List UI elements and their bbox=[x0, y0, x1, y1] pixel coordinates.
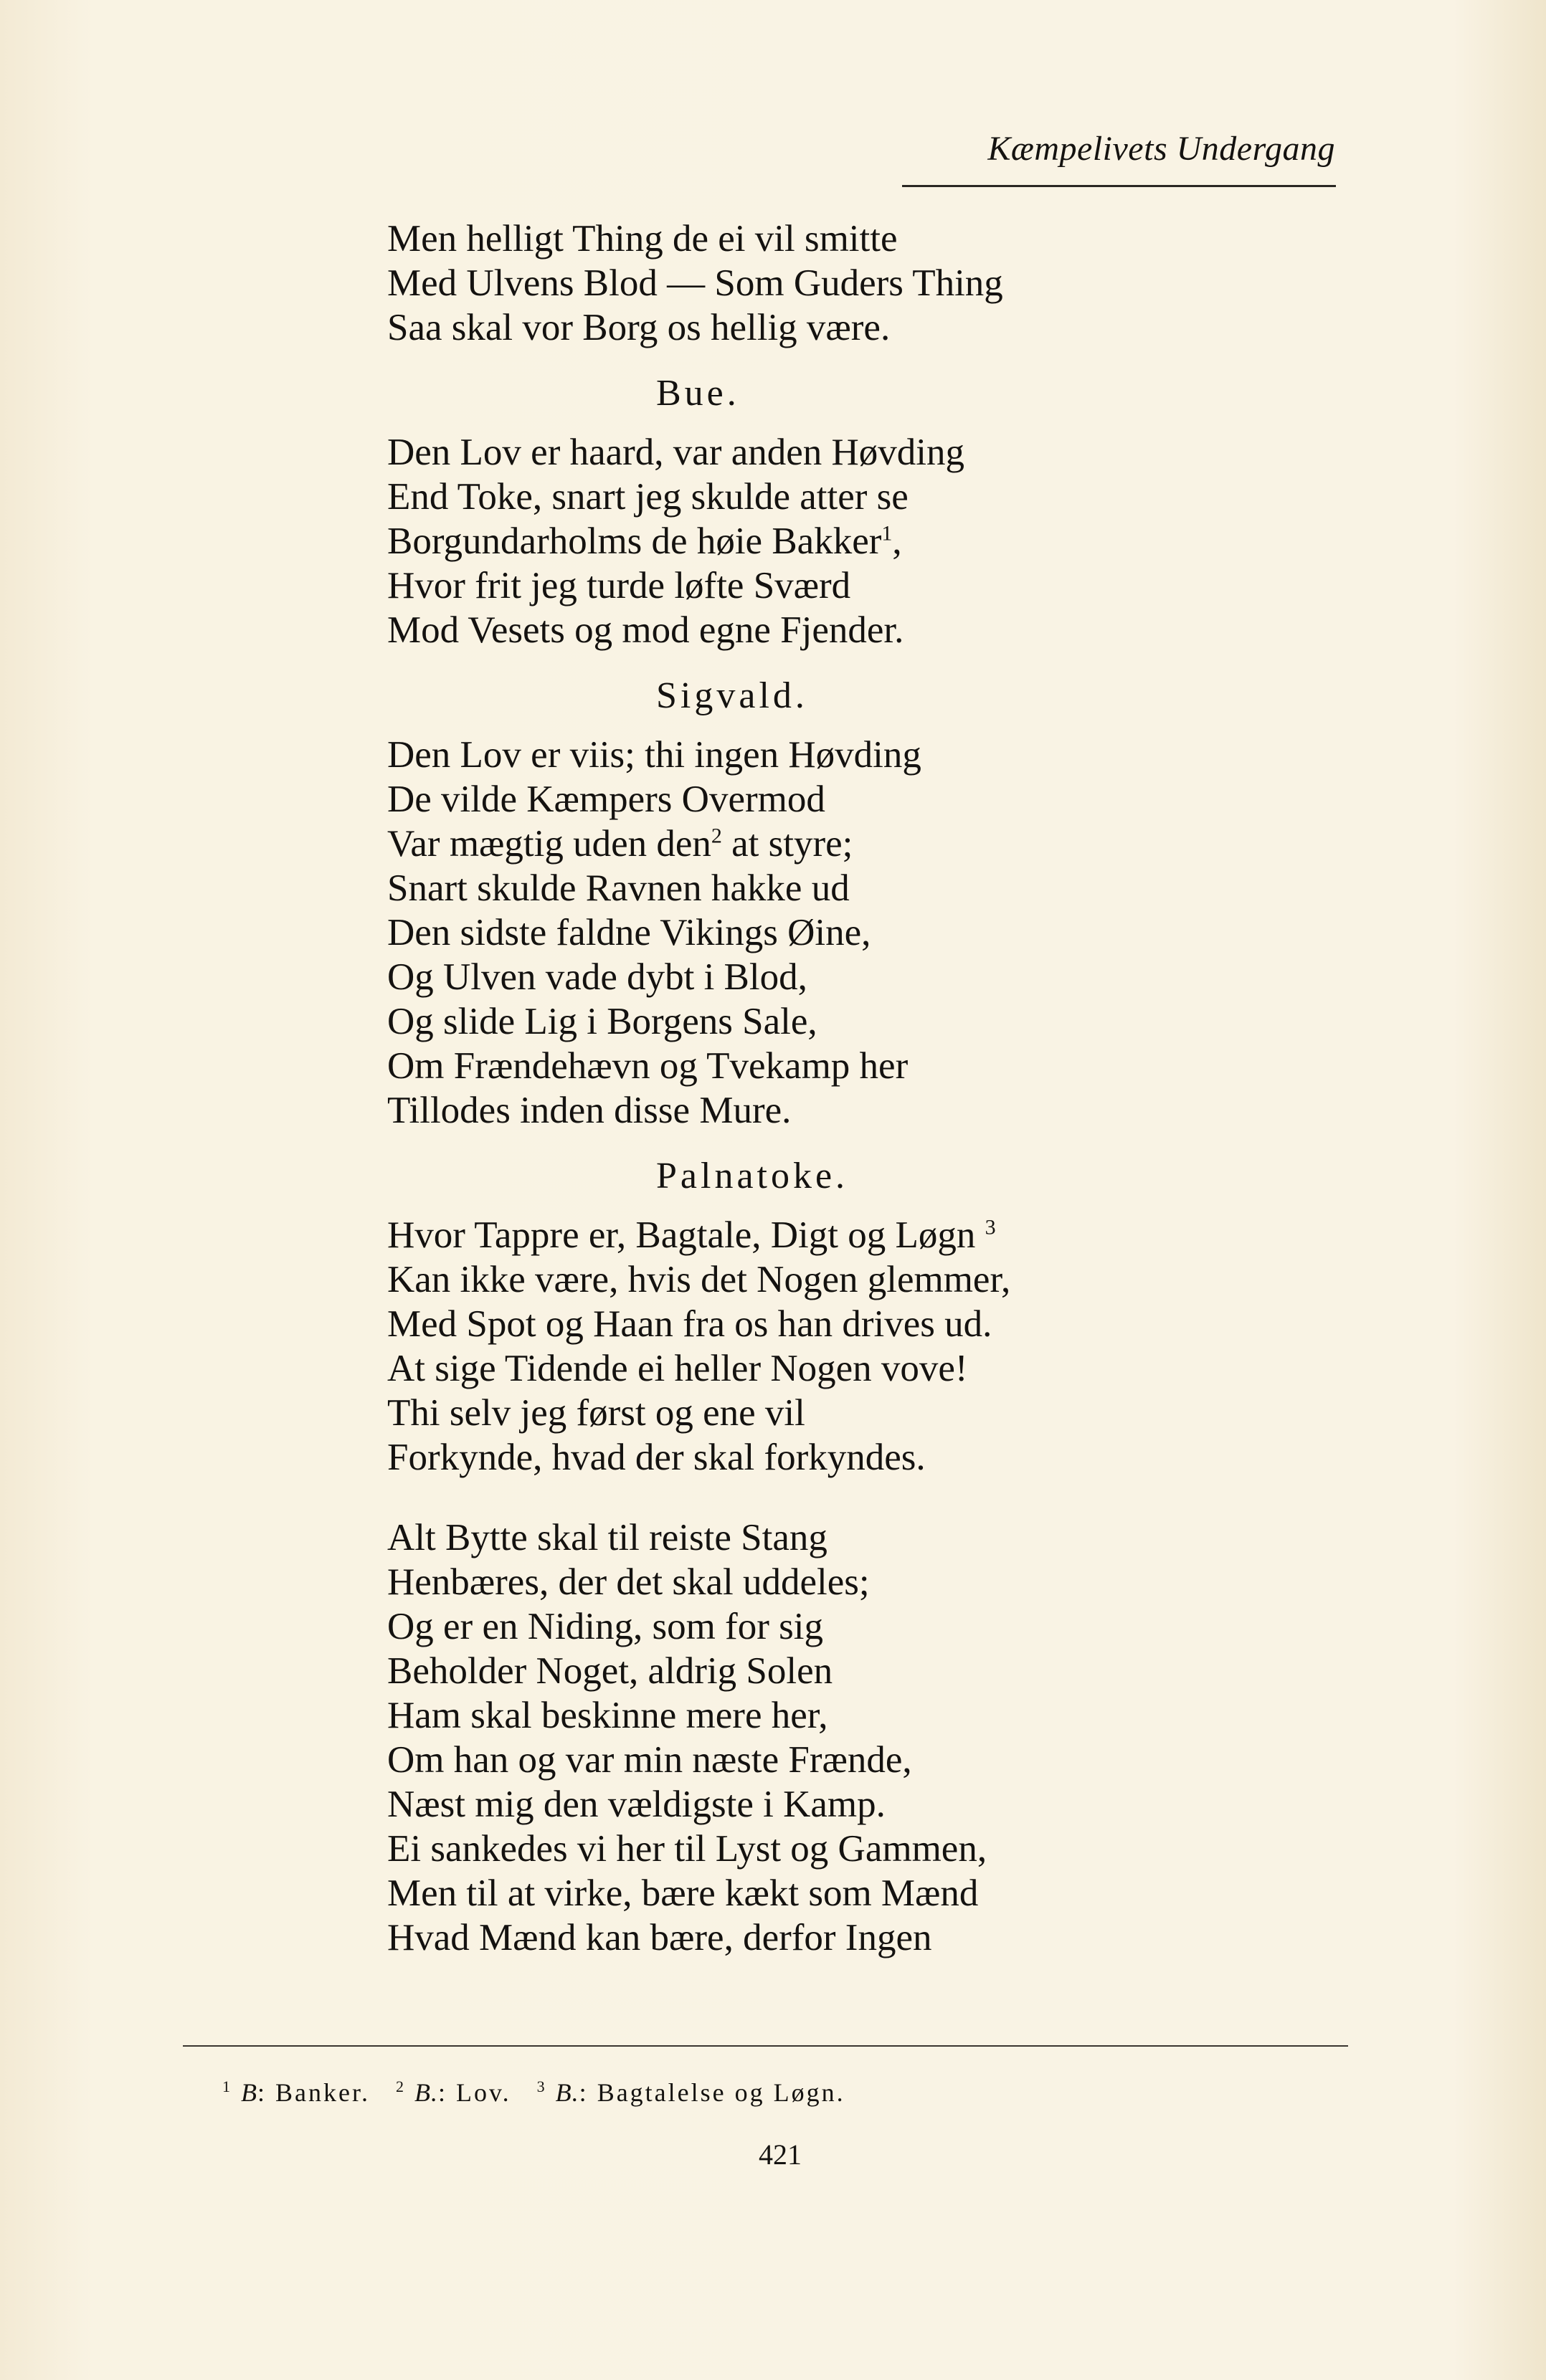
verse-line: Alt Bytte skal til reiste Stang bbox=[387, 1517, 827, 1558]
footnote-source: B. bbox=[414, 2078, 438, 2107]
verse-line: Om han og var min næste Frænde, bbox=[387, 1739, 912, 1781]
footnote-separator: : bbox=[438, 2078, 448, 2107]
verse-line: Kan ikke være, hvis det Nogen glemmer, bbox=[387, 1259, 1011, 1300]
verse-line: Med Ulvens Blod — Som Guders Thing bbox=[387, 262, 1003, 304]
verse-line: Saa skal vor Borg os hellig være. bbox=[387, 307, 891, 348]
verse-line bbox=[387, 519, 1348, 563]
verse-line: Den sidste faldne Vikings Øine, bbox=[387, 912, 871, 953]
footnote-source: B. bbox=[555, 2078, 579, 2107]
verse-line: Og slide Lig i Borgens Sale, bbox=[387, 1001, 817, 1042]
verse-line: Ei sankedes vi her til Lyst og Gammen, bbox=[387, 1828, 987, 1870]
verse-line: Mod Vesets og mod egne Fjender. bbox=[387, 609, 904, 651]
footnote-text: Lov. bbox=[456, 2078, 511, 2107]
verse-line: Ham skal beskinne mere her, bbox=[387, 1695, 828, 1736]
footnote-text: Banker. bbox=[275, 2078, 370, 2107]
verse-line-text: Hvor Tappre er, Bagtale, Digt og Løgn bbox=[387, 1214, 976, 1256]
footnote-rule bbox=[183, 2045, 1348, 2047]
footnote-item bbox=[537, 2078, 845, 2107]
footnote-item bbox=[222, 2078, 370, 2107]
verse-line: End Toke, snart jeg skulde atter se bbox=[387, 476, 909, 518]
footnote-text: Bagtalelse og Løgn. bbox=[597, 2078, 845, 2107]
footnote-separator: : bbox=[579, 2078, 589, 2107]
verse-line: Thi selv jeg først og ene vil bbox=[387, 1392, 805, 1434]
verse-line: Hvad Mænd kan bære, derfor Ingen bbox=[387, 1917, 932, 1958]
verse-line: Tillodes inden disse Mure. bbox=[387, 1090, 792, 1131]
verse-line: Henbæres, der det skal uddeles; bbox=[387, 1561, 870, 1603]
verse-line: At sige Tidende ei heller Nogen vove! bbox=[387, 1348, 968, 1389]
verse-line-text: Borgundarholms de høie Bakker bbox=[387, 520, 882, 562]
verse-line: Om Frændehævn og Tvekamp her bbox=[387, 1045, 909, 1087]
footnotes bbox=[222, 2077, 845, 2108]
verse-line-punctuation: , bbox=[892, 520, 902, 562]
footnote-marker: 1 bbox=[881, 521, 893, 546]
verse-line: Og Ulven vade dybt i Blod, bbox=[387, 956, 807, 998]
verse-line: De vilde Kæmpers Overmod bbox=[387, 779, 825, 820]
speaker-name-palnatoke: Palnatoke. bbox=[656, 1156, 849, 1196]
footnote-number: 2 bbox=[396, 2077, 406, 2095]
verse-line: Forkynde, hvad der skal forkyndes. bbox=[387, 1437, 926, 1478]
verse-line: Beholder Noget, aldrig Solen bbox=[387, 1650, 833, 1692]
verse-line bbox=[387, 822, 1348, 866]
verse-line: Næst mig den vældigste i Kamp. bbox=[387, 1784, 886, 1825]
verse-line-text: at styre; bbox=[721, 823, 853, 865]
verse-line: Hvor frit jeg turde løfte Sværd bbox=[387, 565, 851, 606]
footnote-number: 3 bbox=[536, 2077, 547, 2095]
verse-line: Men helligt Thing de ei vil smitte bbox=[387, 218, 898, 260]
verse-line: Og er en Niding, som for sig bbox=[387, 1606, 823, 1647]
verse-line-text: Var mægtig uden den bbox=[387, 823, 711, 865]
verse-line: Snart skulde Ravnen hakke ud bbox=[387, 867, 850, 909]
verse-line: Den Lov er haard, var anden Høvding bbox=[387, 432, 965, 473]
page-number: 421 bbox=[759, 2138, 802, 2171]
speaker-name-sigvald: Sigvald. bbox=[656, 675, 808, 716]
footnote-number: 1 bbox=[222, 2077, 232, 2095]
verse-line bbox=[387, 1213, 1348, 1257]
footnote-separator: : bbox=[257, 2078, 267, 2107]
running-head: Kæmpelivets Undergang bbox=[987, 130, 1335, 168]
verse-line: Den Lov er viis; thi ingen Høvding bbox=[387, 734, 921, 776]
footnote-source: B bbox=[241, 2078, 257, 2107]
verse-line: Men til at virke, bære kækt som Mænd bbox=[387, 1872, 979, 1914]
verse-text bbox=[387, 216, 1348, 1960]
footnote-marker: 3 bbox=[985, 1215, 996, 1239]
footnote-item bbox=[396, 2078, 511, 2107]
verse-line: Med Spot og Haan fra os han drives ud. bbox=[387, 1303, 992, 1345]
footnote-marker: 2 bbox=[711, 824, 722, 848]
running-head-rule bbox=[902, 185, 1336, 187]
speaker-name-bue: Bue. bbox=[656, 373, 740, 414]
